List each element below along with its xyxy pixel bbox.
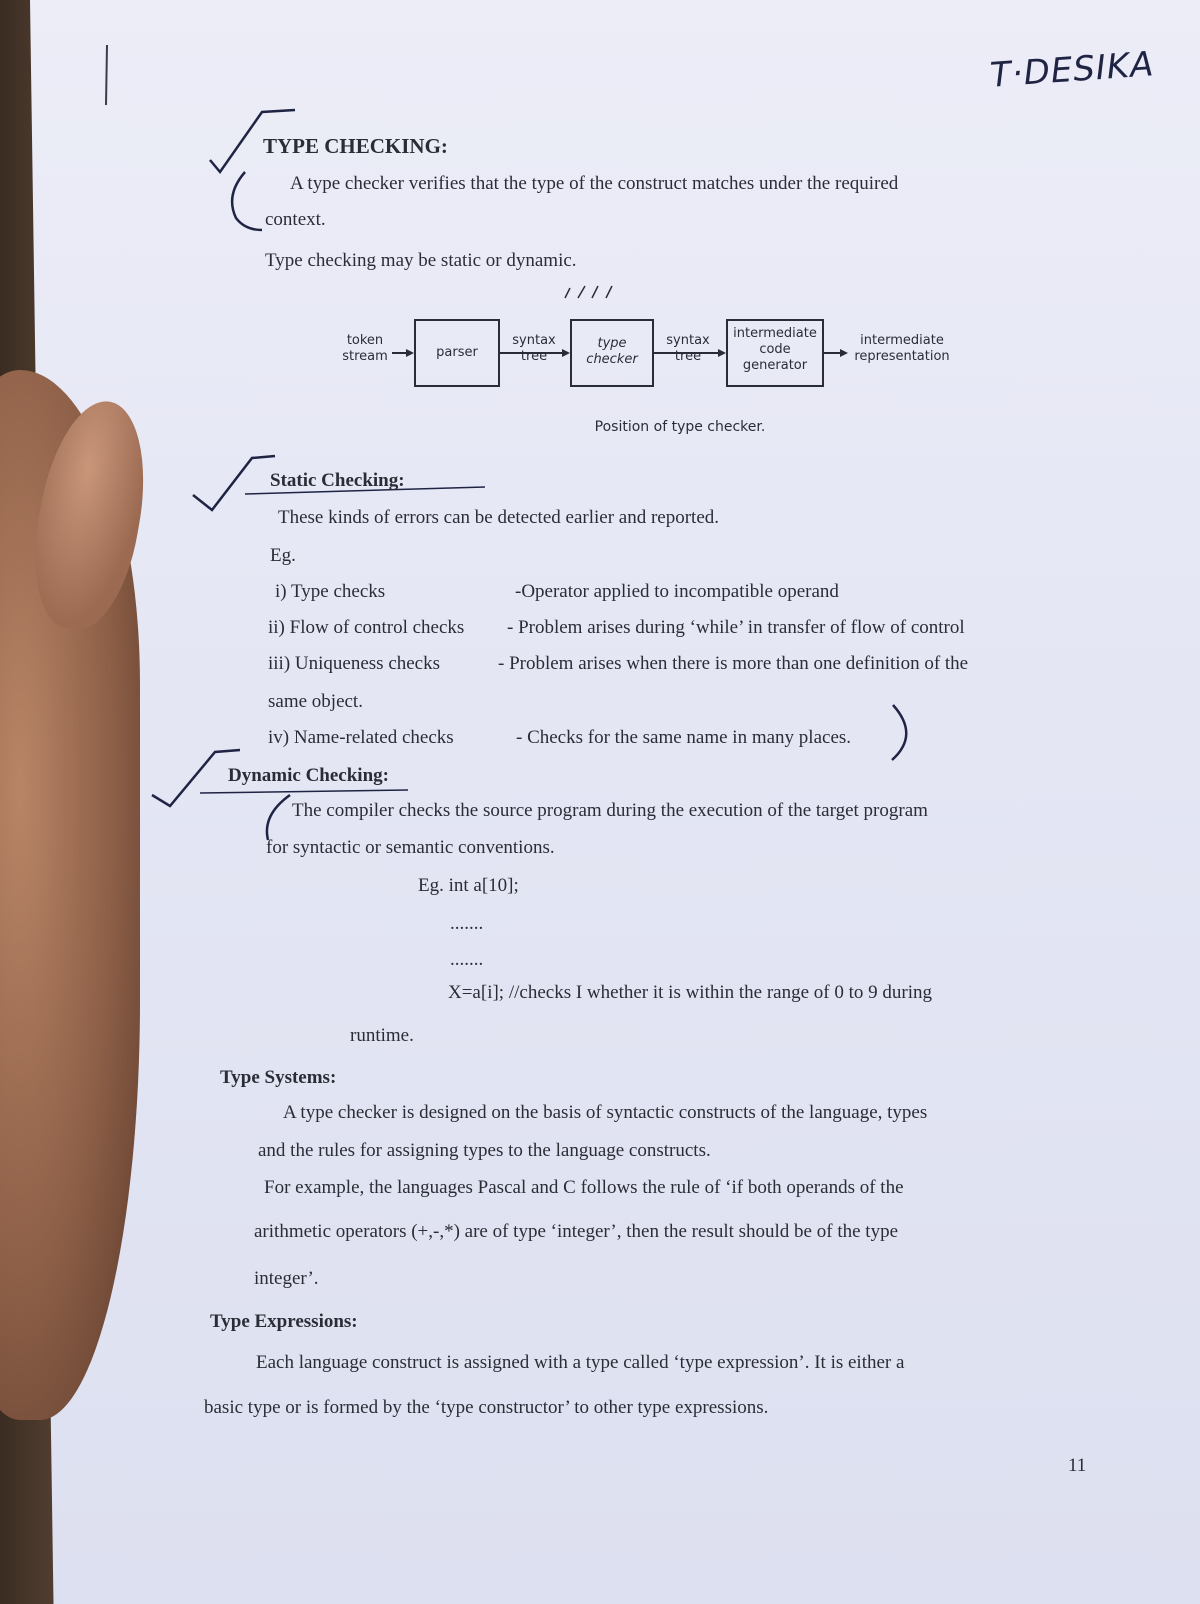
type-systems-p1-line1: A type checker is designed on the basis of syntactic constructs of the language, types xyxy=(283,1102,928,1123)
arrow-2-head xyxy=(562,349,570,357)
page-number: 11 xyxy=(1068,1455,1087,1476)
arrow-1-head xyxy=(406,349,414,357)
arrow-3-head xyxy=(718,349,726,357)
margin-mark xyxy=(106,45,107,105)
checkmark-dynamic xyxy=(152,750,240,806)
underline-dynamic xyxy=(200,790,408,793)
dynamic-line-1: The compiler checks the source program during the execution of the target program xyxy=(292,800,928,821)
checkmark-static xyxy=(193,456,275,510)
bracket-dynamic xyxy=(267,795,290,840)
intro-line-1: A type checker verifies that the type of the construct matches under the required xyxy=(290,173,899,194)
static-desc: These kinds of errors can be detected earlier and reported. xyxy=(278,507,720,528)
type-systems-heading: Type Systems: xyxy=(220,1067,337,1088)
slash-marks xyxy=(565,286,612,298)
arrow-4 xyxy=(824,352,840,354)
dynamic-heading: Dynamic Checking: xyxy=(228,765,389,786)
code-generator-box: intermediate code generator xyxy=(726,319,824,387)
intermediate-representation-label: intermediate representation xyxy=(854,333,950,364)
type-expressions-line2: basic type or is formed by the ‘type constructor’ to other type expressions. xyxy=(204,1397,769,1418)
intro-line-2: context. xyxy=(265,209,326,230)
dynamic-code-1: Eg. int a[10]; xyxy=(418,875,519,896)
arrow-1 xyxy=(392,352,406,354)
bracket-intro xyxy=(232,172,262,230)
type-expressions-line1: Each language construct is assigned with a type called ‘type expression’. It is either a xyxy=(256,1352,905,1373)
syntax-tree-label-2: syntax tree xyxy=(666,333,710,364)
static-heading: Static Checking: xyxy=(270,470,405,491)
author-handwriting: T·DESIKA xyxy=(988,44,1156,96)
type-expressions-heading: Type Expressions: xyxy=(210,1311,358,1332)
type-systems-p2-line3: integer’. xyxy=(254,1268,319,1289)
syntax-tree-label-1: syntax tree xyxy=(512,333,556,364)
diagram-caption: Position of type checker. xyxy=(594,419,766,435)
dynamic-code-3: runtime. xyxy=(350,1025,414,1046)
dynamic-dots-2: ....... xyxy=(450,949,484,970)
dynamic-line-2: for syntactic or semantic conventions. xyxy=(266,837,555,858)
type-systems-p2-line1: For example, the languages Pascal and C follows the rule of ‘if both operands of the xyxy=(264,1177,904,1198)
type-checker-box: type checker xyxy=(570,319,654,387)
arrow-4-head xyxy=(840,349,848,357)
title: TYPE CHECKING: xyxy=(263,134,448,158)
dynamic-code-2: X=a[i]; //checks I whether it is within the range of 0 to 9 during xyxy=(448,982,933,1003)
type-systems-p2-line2: arithmetic operators (+,-,*) are of type ‘integer’, then the result should be of the type xyxy=(254,1221,898,1242)
static-dynamic-line: Type checking may be static or dynamic. xyxy=(265,250,577,271)
parser-box: parser xyxy=(414,319,500,387)
token-stream-label: token stream xyxy=(342,333,388,364)
type-systems-p1-line2: and the rules for assigning types to the language constructs. xyxy=(258,1140,711,1161)
static-eg: Eg. xyxy=(270,545,296,566)
dynamic-dots-1: ....... xyxy=(450,913,484,934)
bracket-static-end xyxy=(892,705,906,760)
